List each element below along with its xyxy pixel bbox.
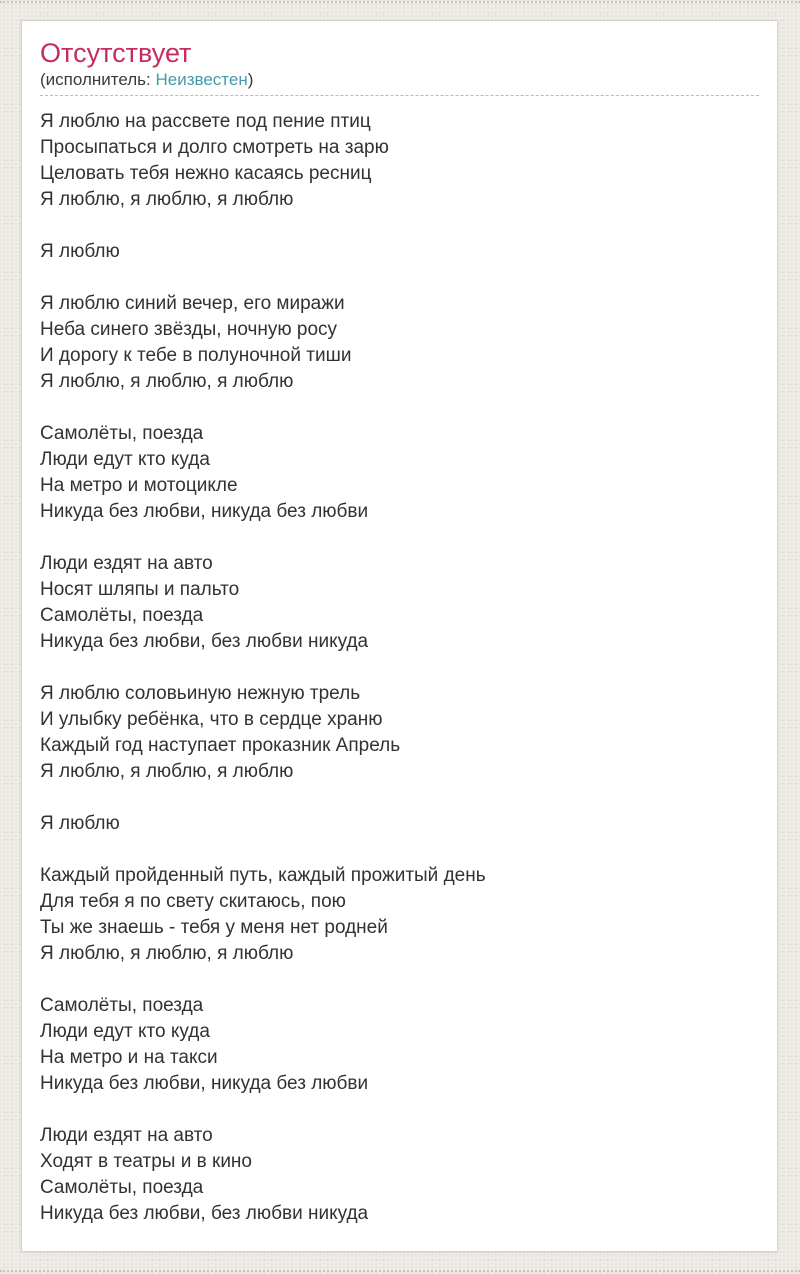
lyric-line: Ты же знаешь - тебя у меня нет родней: [40, 917, 388, 938]
stanza: [40, 421, 759, 525]
lyric-line: Я люблю на рассвете под пение птиц: [40, 111, 371, 132]
lyrics-text: [40, 109, 759, 1227]
lyric-line: И дорогу к тебе в полуночной тиши: [40, 345, 352, 366]
stanza: [40, 811, 759, 837]
lyric-line: Каждый год наступает проказник Апрель: [40, 735, 401, 756]
stanza: [40, 863, 759, 967]
page-title: Отсутствует: [40, 38, 192, 68]
stanza: [40, 109, 759, 213]
artist-label: (исполнитель:: [40, 70, 151, 89]
lyric-line: Самолёты, поезда: [40, 605, 204, 626]
lyric-line: Самолёты, поезда: [40, 1177, 204, 1198]
top-dotted-line: [0, 1, 800, 3]
artist-close-paren: ): [247, 70, 254, 89]
stanza: [40, 551, 759, 655]
lyric-line: Для тебя я по свету скитаюсь, пою: [40, 891, 346, 912]
lyric-line: Я люблю синий вечер, его миражи: [40, 293, 345, 314]
lyric-line: Люди едут кто куда: [40, 1021, 210, 1042]
stanza: [40, 681, 759, 785]
lyrics-card: [21, 20, 778, 1252]
artist-link[interactable]: Неизвестен: [155, 70, 248, 89]
lyric-line: Никуда без любви, никуда без любви: [40, 501, 369, 522]
lyric-line: Никуда без любви, без любви никуда: [40, 1203, 369, 1224]
lyric-line: Я люблю: [40, 813, 120, 834]
lyric-line: На метро и мотоцикле: [40, 475, 238, 496]
lyric-line: Люди ездят на авто: [40, 1125, 213, 1146]
lyric-line: Люди едут кто куда: [40, 449, 210, 470]
lyric-line: Я люблю, я люблю, я люблю: [40, 371, 294, 392]
lyric-line: Я люблю, я люблю, я люблю: [40, 761, 294, 782]
stanza: [40, 239, 759, 265]
artist-line: [40, 69, 759, 91]
lyric-line: Неба синего звёзды, ночную росу: [40, 319, 338, 340]
lyric-line: Никуда без любви, без любви никуда: [40, 631, 369, 652]
stanza: [40, 291, 759, 395]
stanza: [40, 993, 759, 1097]
lyric-line: На метро и на такси: [40, 1047, 218, 1068]
lyric-line: Я люблю, я люблю, я люблю: [40, 943, 294, 964]
lyric-line: Целовать тебя нежно касаясь ресниц: [40, 163, 372, 184]
lyric-line: Я люблю соловьиную нежную трель: [40, 683, 361, 704]
lyric-line: И улыбку ребёнка, что в сердце храню: [40, 709, 383, 730]
stanza: [40, 1123, 759, 1227]
lyric-line: Носят шляпы и пальто: [40, 579, 240, 600]
lyric-line: Ходят в театры и в кино: [40, 1151, 252, 1172]
bottom-dotted-line: [0, 1270, 800, 1272]
lyric-line: Я люблю, я люблю, я люблю: [40, 189, 294, 210]
lyric-line: Каждый пройденный путь, каждый прожитый день: [40, 865, 486, 886]
lyric-line: Самолёты, поезда: [40, 423, 204, 444]
lyric-line: Просыпаться и долго смотреть на зарю: [40, 137, 389, 158]
lyric-line: Никуда без любви, никуда без любви: [40, 1073, 369, 1094]
lyric-line: Люди ездят на авто: [40, 553, 213, 574]
lyric-line: Самолёты, поезда: [40, 995, 204, 1016]
song-header: [40, 37, 759, 96]
lyric-line: Я люблю: [40, 241, 120, 262]
